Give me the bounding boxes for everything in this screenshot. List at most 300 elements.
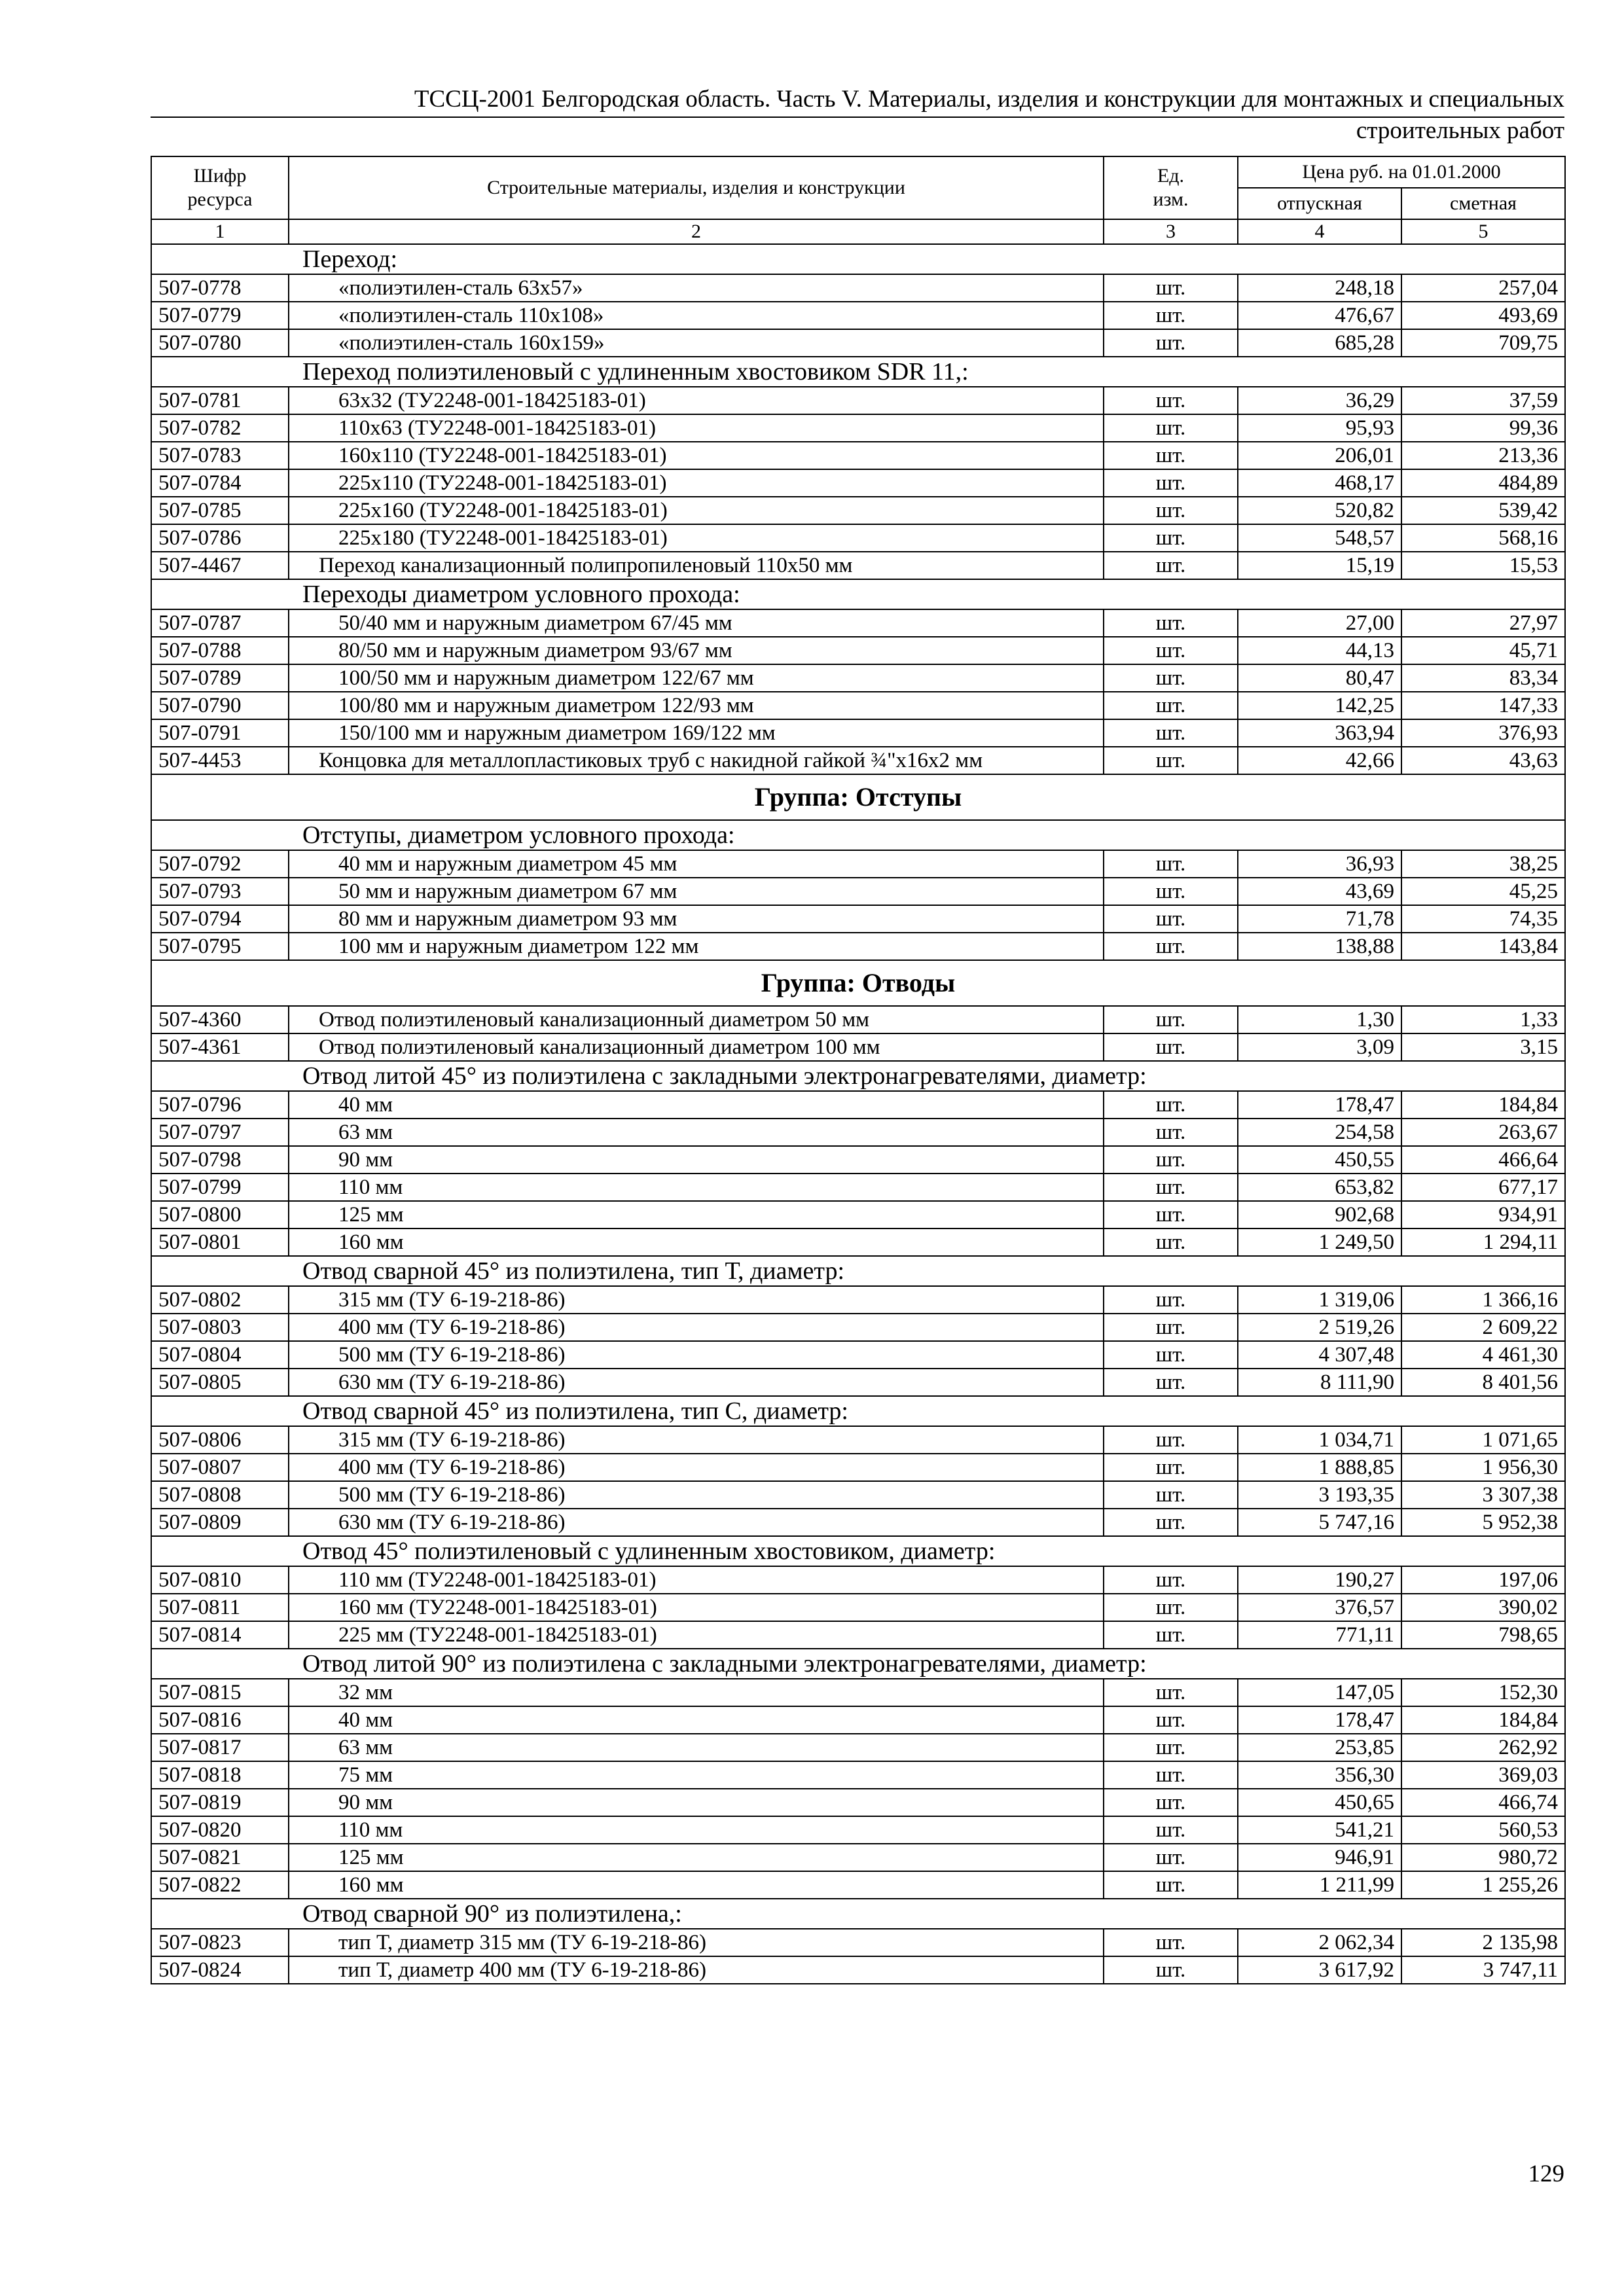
unit-cell: шт. [1104, 302, 1238, 329]
unit-cell: шт. [1104, 1426, 1238, 1454]
release-price: 1 888,85 [1238, 1454, 1401, 1481]
resource-code: 507-0795 [151, 933, 289, 960]
resource-code: 507-0780 [151, 329, 289, 357]
unit-cell: шт. [1104, 1816, 1238, 1844]
resource-code: 507-0816 [151, 1706, 289, 1734]
estimate-price: 466,74 [1401, 1789, 1565, 1816]
code-header-line2: ресурса [187, 188, 253, 210]
resource-code: 507-0789 [151, 664, 289, 692]
release-price: 450,65 [1238, 1789, 1401, 1816]
item-name: 100/50 мм и наружным диаметром 122/67 мм [289, 664, 1104, 692]
estimate-price: 147,33 [1401, 692, 1565, 719]
release-price: 142,25 [1238, 692, 1401, 719]
estimate-price: 143,84 [1401, 933, 1565, 960]
item-name: 400 мм (ТУ 6-19-218-86) [289, 1314, 1104, 1341]
estimate-price: 493,69 [1401, 302, 1565, 329]
table-row [151, 442, 1565, 469]
resource-code: 507-0818 [151, 1761, 289, 1789]
item-name: Отвод полиэтиленовый канализационный диаметром 50 мм [289, 1006, 1104, 1033]
item-name: 40 мм и наружным диаметром 45 мм [289, 850, 1104, 878]
subheading-row [151, 1061, 1565, 1091]
table-row [151, 1844, 1565, 1871]
resource-code: 507-0799 [151, 1174, 289, 1201]
estimate-price: 1,33 [1401, 1006, 1565, 1033]
estimate-price: 83,34 [1401, 664, 1565, 692]
item-name: тип Т, диаметр 400 мм (ТУ 6-19-218-86) [289, 1956, 1104, 1984]
subheading: Переходы диаметром условного прохода: [151, 579, 1565, 609]
resource-code: 507-0817 [151, 1734, 289, 1761]
resource-code: 507-0796 [151, 1091, 289, 1119]
item-name: 90 мм [289, 1146, 1104, 1174]
table-row [151, 329, 1565, 357]
release-price: 541,21 [1238, 1816, 1401, 1844]
column-number: 4 [1238, 219, 1401, 244]
table-row [151, 1174, 1565, 1201]
unit-cell: шт. [1104, 524, 1238, 552]
release-price: 1 211,99 [1238, 1871, 1401, 1899]
table-row [151, 1481, 1565, 1509]
resource-code: 507-0787 [151, 609, 289, 637]
release-price: 2 062,34 [1238, 1929, 1401, 1956]
table-row [151, 1734, 1565, 1761]
unit-cell: шт. [1104, 1706, 1238, 1734]
table-row [151, 1509, 1565, 1536]
estimate-price: 2 609,22 [1401, 1314, 1565, 1341]
estimate-price: 2 135,98 [1401, 1929, 1565, 1956]
estimate-price: 3 307,38 [1401, 1481, 1565, 1509]
release-price: 5 747,16 [1238, 1509, 1401, 1536]
estimate-price: 45,25 [1401, 878, 1565, 905]
estimate-price: 257,04 [1401, 274, 1565, 302]
estimate-price: 184,84 [1401, 1091, 1565, 1119]
table-row [151, 1929, 1565, 1956]
resource-code: 507-0814 [151, 1621, 289, 1649]
name-column-header: Строительные материалы, изделия и конструкции [289, 156, 1104, 219]
resource-code: 507-4361 [151, 1033, 289, 1061]
release-price: 248,18 [1238, 274, 1401, 302]
estimate-price: 539,42 [1401, 497, 1565, 524]
table-row [151, 637, 1565, 664]
release-price: 685,28 [1238, 329, 1401, 357]
unit-cell: шт. [1104, 1369, 1238, 1396]
subheading: Отступы, диаметром условного прохода: [151, 820, 1565, 850]
item-name: 110 мм [289, 1174, 1104, 1201]
item-name: 80/50 мм и наружным диаметром 93/67 мм [289, 637, 1104, 664]
table-row [151, 1119, 1565, 1146]
item-name: Концовка для металлопластиковых труб с накидной гайкой ¾"х16х2 мм [289, 747, 1104, 774]
estimate-price: 390,02 [1401, 1594, 1565, 1621]
resource-code: 507-0820 [151, 1816, 289, 1844]
release-price: 468,17 [1238, 469, 1401, 497]
release-price: 15,19 [1238, 552, 1401, 579]
subheading: Отвод сварной 45° из полиэтилена, тип Т, диаметр: [151, 1256, 1565, 1286]
item-name: 90 мм [289, 1789, 1104, 1816]
unit-cell: шт. [1104, 387, 1238, 414]
resource-code: 507-0806 [151, 1426, 289, 1454]
estimate-price: 1 255,26 [1401, 1871, 1565, 1899]
table-row [151, 274, 1565, 302]
unit-cell: шт. [1104, 1454, 1238, 1481]
release-price: 653,82 [1238, 1174, 1401, 1201]
item-name: 225х160 (ТУ2248-001-18425183-01) [289, 497, 1104, 524]
subheading: Отвод сварной 90° из полиэтилена,: [151, 1899, 1565, 1929]
estimate-price: 184,84 [1401, 1706, 1565, 1734]
release-price: 190,27 [1238, 1566, 1401, 1594]
subheading: Переход полиэтиленовый с удлиненным хвостовиком SDR 11,: [151, 357, 1565, 387]
estimate-price: 213,36 [1401, 442, 1565, 469]
table-row [151, 1201, 1565, 1229]
subheading-row [151, 820, 1565, 850]
subheading-row [151, 1256, 1565, 1286]
item-name: 32 мм [289, 1679, 1104, 1706]
item-name: 160х110 (ТУ2248-001-18425183-01) [289, 442, 1104, 469]
resource-code: 507-0791 [151, 719, 289, 747]
unit-cell: шт. [1104, 747, 1238, 774]
table-row [151, 933, 1565, 960]
item-name: 150/100 мм и наружным диаметром 169/122 мм [289, 719, 1104, 747]
unit-cell: шт. [1104, 850, 1238, 878]
table-row [151, 1286, 1565, 1314]
release-price: 450,55 [1238, 1146, 1401, 1174]
estimate-price: 376,93 [1401, 719, 1565, 747]
estimate-price: 263,67 [1401, 1119, 1565, 1146]
item-name: 80 мм и наружным диаметром 93 мм [289, 905, 1104, 933]
item-name: 40 мм [289, 1091, 1104, 1119]
price-column-header: Цена руб. на 01.01.2000 [1238, 156, 1565, 188]
unit-column-header [1104, 156, 1238, 219]
unit-cell: шт. [1104, 1341, 1238, 1369]
resource-code: 507-0811 [151, 1594, 289, 1621]
item-name: «полиэтилен-сталь 63х57» [289, 274, 1104, 302]
item-name: 400 мм (ТУ 6-19-218-86) [289, 1454, 1104, 1481]
item-name: 40 мм [289, 1706, 1104, 1734]
group-heading: Группа: Отводы [151, 960, 1565, 1006]
estimate-price: 27,97 [1401, 609, 1565, 637]
item-name: Переход канализационный полипропиленовый 110х50 мм [289, 552, 1104, 579]
release-price: 1 034,71 [1238, 1426, 1401, 1454]
release-price: 548,57 [1238, 524, 1401, 552]
resource-code: 507-0793 [151, 878, 289, 905]
release-price: 178,47 [1238, 1706, 1401, 1734]
resource-code: 507-0804 [151, 1341, 289, 1369]
unit-cell: шт. [1104, 1006, 1238, 1033]
unit-cell: шт. [1104, 1481, 1238, 1509]
resource-code: 507-0784 [151, 469, 289, 497]
table-row [151, 1033, 1565, 1061]
unit-cell: шт. [1104, 1956, 1238, 1984]
item-name: 630 мм (ТУ 6-19-218-86) [289, 1369, 1104, 1396]
table-row [151, 1426, 1565, 1454]
estimate-price: 934,91 [1401, 1201, 1565, 1229]
resource-code: 507-0792 [151, 850, 289, 878]
item-name: 125 мм [289, 1201, 1104, 1229]
subheading-row [151, 1649, 1565, 1679]
unit-cell: шт. [1104, 497, 1238, 524]
unit-header-line2: изм. [1153, 188, 1189, 210]
subheading: Отвод сварной 45° из полиэтилена, тип С, диаметр: [151, 1396, 1565, 1426]
unit-cell: шт. [1104, 329, 1238, 357]
table-row [151, 1341, 1565, 1369]
resource-code: 507-0794 [151, 905, 289, 933]
item-name: 225 мм (ТУ2248-001-18425183-01) [289, 1621, 1104, 1649]
estimate-price: 45,71 [1401, 637, 1565, 664]
table-row [151, 1006, 1565, 1033]
unit-cell: шт. [1104, 1871, 1238, 1899]
resource-code: 507-0790 [151, 692, 289, 719]
table-row [151, 664, 1565, 692]
table-row [151, 1789, 1565, 1816]
unit-cell: шт. [1104, 1314, 1238, 1341]
release-price: 8 111,90 [1238, 1369, 1401, 1396]
release-price: 178,47 [1238, 1091, 1401, 1119]
item-name: «полиэтилен-сталь 160х159» [289, 329, 1104, 357]
unit-cell: шт. [1104, 664, 1238, 692]
item-name: 225х110 (ТУ2248-001-18425183-01) [289, 469, 1104, 497]
release-price: 3 193,35 [1238, 1481, 1401, 1509]
estimate-price: 560,53 [1401, 1816, 1565, 1844]
item-name: 160 мм [289, 1871, 1104, 1899]
resource-code: 507-0782 [151, 414, 289, 442]
unit-cell: шт. [1104, 1286, 1238, 1314]
item-name: 630 мм (ТУ 6-19-218-86) [289, 1509, 1104, 1536]
table-row [151, 1229, 1565, 1256]
code-header-line1: Шифр [193, 165, 247, 187]
estimate-price: 74,35 [1401, 905, 1565, 933]
table-row [151, 905, 1565, 933]
header-rule [151, 117, 1564, 118]
resource-code: 507-4453 [151, 747, 289, 774]
estimate-price: 4 461,30 [1401, 1341, 1565, 1369]
item-name: 110 мм [289, 1816, 1104, 1844]
unit-cell: шт. [1104, 1033, 1238, 1061]
table-row [151, 850, 1565, 878]
item-name: 63 мм [289, 1119, 1104, 1146]
unit-cell: шт. [1104, 442, 1238, 469]
page-number: 129 [1528, 2161, 1564, 2187]
item-name: 160 мм (ТУ2248-001-18425183-01) [289, 1594, 1104, 1621]
resource-code: 507-0823 [151, 1929, 289, 1956]
subheading: Отвод литой 45° из полиэтилена с закладными электронагревателями, диаметр: [151, 1061, 1565, 1091]
release-price: 1 249,50 [1238, 1229, 1401, 1256]
table-row [151, 552, 1565, 579]
estimate-price: 1 294,11 [1401, 1229, 1565, 1256]
release-price: 27,00 [1238, 609, 1401, 637]
resource-code: 507-0779 [151, 302, 289, 329]
release-price: 206,01 [1238, 442, 1401, 469]
group-heading: Группа: Отступы [151, 774, 1565, 820]
header-title-line2: строительных работ [1356, 117, 1564, 144]
release-price: 36,29 [1238, 387, 1401, 414]
table-row [151, 1454, 1565, 1481]
unit-cell: шт. [1104, 1594, 1238, 1621]
estimate-price: 3,15 [1401, 1033, 1565, 1061]
table-row [151, 1816, 1565, 1844]
release-price: 138,88 [1238, 933, 1401, 960]
item-name: 110 мм (ТУ2248-001-18425183-01) [289, 1566, 1104, 1594]
estimate-price: 3 747,11 [1401, 1956, 1565, 1984]
unit-cell: шт. [1104, 1679, 1238, 1706]
page-header [151, 84, 1564, 147]
resource-code: 507-0824 [151, 1956, 289, 1984]
item-name: 100/80 мм и наружным диаметром 122/93 мм [289, 692, 1104, 719]
unit-cell: шт. [1104, 692, 1238, 719]
table-row [151, 1679, 1565, 1706]
unit-cell: шт. [1104, 1621, 1238, 1649]
table-row [151, 1871, 1565, 1899]
item-name: 50/40 мм и наружным диаметром 67/45 мм [289, 609, 1104, 637]
unit-cell: шт. [1104, 609, 1238, 637]
release-price: 520,82 [1238, 497, 1401, 524]
subheading-row [151, 1396, 1565, 1426]
unit-cell: шт. [1104, 1509, 1238, 1536]
table-row [151, 524, 1565, 552]
release-price: 476,67 [1238, 302, 1401, 329]
estimate-price: 152,30 [1401, 1679, 1565, 1706]
release-price: 4 307,48 [1238, 1341, 1401, 1369]
item-name: 50 мм и наружным диаметром 67 мм [289, 878, 1104, 905]
unit-cell: шт. [1104, 1844, 1238, 1871]
resource-code: 507-0778 [151, 274, 289, 302]
unit-cell: шт. [1104, 719, 1238, 747]
resource-code: 507-4360 [151, 1006, 289, 1033]
resource-code: 507-0809 [151, 1509, 289, 1536]
release-price-header: отпускная [1238, 188, 1401, 219]
unit-cell: шт. [1104, 1761, 1238, 1789]
estimate-price: 677,17 [1401, 1174, 1565, 1201]
item-name: 160 мм [289, 1229, 1104, 1256]
estimate-price: 15,53 [1401, 552, 1565, 579]
unit-cell: шт. [1104, 1174, 1238, 1201]
resource-code: 507-0798 [151, 1146, 289, 1174]
release-price: 80,47 [1238, 664, 1401, 692]
unit-cell: шт. [1104, 1566, 1238, 1594]
table-row [151, 469, 1565, 497]
unit-cell: шт. [1104, 905, 1238, 933]
release-price: 253,85 [1238, 1734, 1401, 1761]
table-row [151, 747, 1565, 774]
table-row [151, 1706, 1565, 1734]
item-name: 500 мм (ТУ 6-19-218-86) [289, 1341, 1104, 1369]
estimate-price: 484,89 [1401, 469, 1565, 497]
release-price: 43,69 [1238, 878, 1401, 905]
unit-cell: шт. [1104, 878, 1238, 905]
column-number-row [151, 219, 1565, 244]
unit-cell: шт. [1104, 274, 1238, 302]
release-price: 147,05 [1238, 1679, 1401, 1706]
table-row [151, 1594, 1565, 1621]
item-name: «полиэтилен-сталь 110х108» [289, 302, 1104, 329]
table-row [151, 497, 1565, 524]
table-row [151, 1146, 1565, 1174]
item-name: 63х32 (ТУ2248-001-18425183-01) [289, 387, 1104, 414]
item-name: Отвод полиэтиленовый канализационный диаметром 100 мм [289, 1033, 1104, 1061]
resource-code: 507-0783 [151, 442, 289, 469]
release-price: 254,58 [1238, 1119, 1401, 1146]
release-price: 902,68 [1238, 1201, 1401, 1229]
estimate-price: 1 071,65 [1401, 1426, 1565, 1454]
subheading: Отвод 45° полиэтиленовый с удлиненным хвостовиком, диаметр: [151, 1536, 1565, 1566]
resource-code: 507-0800 [151, 1201, 289, 1229]
estimate-price: 466,64 [1401, 1146, 1565, 1174]
item-name: тип Т, диаметр 315 мм (ТУ 6-19-218-86) [289, 1929, 1104, 1956]
release-price: 44,13 [1238, 637, 1401, 664]
table-row [151, 1369, 1565, 1396]
group-heading-row [151, 774, 1565, 820]
table-row [151, 1956, 1565, 1984]
resource-code: 507-4467 [151, 552, 289, 579]
table-row [151, 692, 1565, 719]
item-name: 500 мм (ТУ 6-19-218-86) [289, 1481, 1104, 1509]
subheading-row [151, 1536, 1565, 1566]
estimate-price: 1 366,16 [1401, 1286, 1565, 1314]
release-price: 1 319,06 [1238, 1286, 1401, 1314]
unit-cell: шт. [1104, 1119, 1238, 1146]
item-name: 225х180 (ТУ2248-001-18425183-01) [289, 524, 1104, 552]
resource-code: 507-0801 [151, 1229, 289, 1256]
release-price: 3,09 [1238, 1033, 1401, 1061]
unit-cell: шт. [1104, 1146, 1238, 1174]
table-row [151, 878, 1565, 905]
release-price: 42,66 [1238, 747, 1401, 774]
table-row [151, 414, 1565, 442]
unit-cell: шт. [1104, 1734, 1238, 1761]
subheading-row [151, 244, 1565, 274]
column-number: 1 [151, 219, 289, 244]
estimate-price: 369,03 [1401, 1761, 1565, 1789]
price-table [151, 156, 1566, 1984]
estimate-price: 798,65 [1401, 1621, 1565, 1649]
table-row [151, 1091, 1565, 1119]
resource-code: 507-0788 [151, 637, 289, 664]
table-row [151, 1314, 1565, 1341]
estimate-price: 5 952,38 [1401, 1509, 1565, 1536]
resource-code: 507-0808 [151, 1481, 289, 1509]
resource-code: 507-0785 [151, 497, 289, 524]
resource-code: 507-0797 [151, 1119, 289, 1146]
table-row [151, 719, 1565, 747]
subheading-row [151, 579, 1565, 609]
estimate-price: 99,36 [1401, 414, 1565, 442]
unit-cell: шт. [1104, 552, 1238, 579]
table-row [151, 1761, 1565, 1789]
unit-cell: шт. [1104, 1091, 1238, 1119]
subheading-row [151, 357, 1565, 387]
release-price: 376,57 [1238, 1594, 1401, 1621]
release-price: 946,91 [1238, 1844, 1401, 1871]
estimate-price: 37,59 [1401, 387, 1565, 414]
estimate-price: 1 956,30 [1401, 1454, 1565, 1481]
unit-cell: шт. [1104, 1929, 1238, 1956]
price-table-body [151, 244, 1565, 1984]
unit-cell: шт. [1104, 1201, 1238, 1229]
unit-cell: шт. [1104, 414, 1238, 442]
release-price: 771,11 [1238, 1621, 1401, 1649]
release-price: 36,93 [1238, 850, 1401, 878]
item-name: 110х63 (ТУ2248-001-18425183-01) [289, 414, 1104, 442]
release-price: 95,93 [1238, 414, 1401, 442]
subheading: Отвод литой 90° из полиэтилена с закладными электронагревателями, диаметр: [151, 1649, 1565, 1679]
release-price: 3 617,92 [1238, 1956, 1401, 1984]
resource-code: 507-0803 [151, 1314, 289, 1341]
item-name: 315 мм (ТУ 6-19-218-86) [289, 1286, 1104, 1314]
item-name: 75 мм [289, 1761, 1104, 1789]
resource-code: 507-0781 [151, 387, 289, 414]
estimate-price: 709,75 [1401, 329, 1565, 357]
table-row [151, 1566, 1565, 1594]
estimate-price: 262,92 [1401, 1734, 1565, 1761]
estimate-price: 38,25 [1401, 850, 1565, 878]
item-name: 125 мм [289, 1844, 1104, 1871]
